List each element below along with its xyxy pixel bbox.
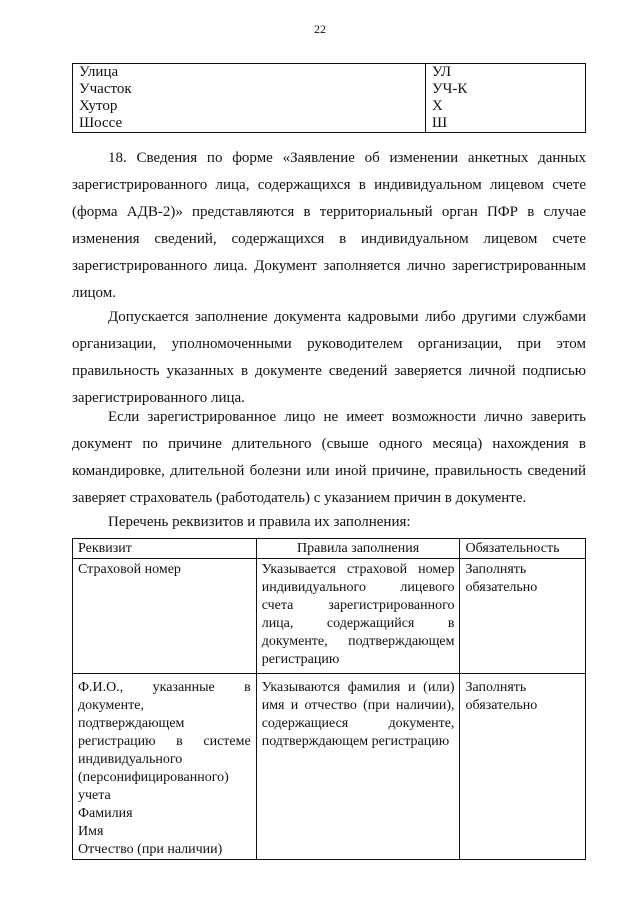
table-row [73, 81, 586, 98]
obligation-cell: Заполнять обязательно [460, 674, 586, 860]
requisite-name: Ф.И.О., указанные в документе, подтверждающем регистрацию в системе индивидуального (персонифицированного) учета [78, 680, 251, 803]
requisites-table [72, 538, 586, 860]
page-number: 22 [314, 22, 326, 36]
table-row [73, 674, 586, 860]
table-row [73, 115, 586, 133]
requisite-subfield: Имя [78, 824, 104, 839]
column-header-obligation: Обязательность [460, 539, 586, 559]
address-type-name: Хутор [73, 98, 426, 115]
address-type-abbr: УЧ-К [426, 81, 586, 98]
requisite-subfield: Фамилия [78, 806, 133, 821]
address-type-abbr: Х [426, 98, 586, 115]
address-type-abbr: Ш [426, 115, 586, 133]
table-row [73, 98, 586, 115]
address-type-name: Участок [73, 81, 426, 98]
address-type-abbr: УЛ [426, 64, 586, 82]
table-row [73, 559, 586, 674]
rule-cell: Указываются фамилия и (или) имя и отчество (при наличии), содержащиеся документе, подтверждающем регистрацию [256, 674, 460, 860]
table-header-row [73, 539, 586, 559]
paragraph-employer-certification: Если зарегистрированное лицо не имеет возможности лично заверить документ по причине длительного (свыше одного месяца) нахождения в командировке, длительной болезни или иной причине, правильность сведений заверяет страхователь (работодатель) с указанием причин в документе. [72, 409, 586, 506]
rule-cell: Указывается страховой номер индивидуального лицевого счета зарегистрированного лица, содержащийся в документе, подтверждающем регистрацию [256, 559, 460, 674]
paragraph-item-18: 18. Сведения по форме «Заявление об изменении анкетных данных зарегистрированного лица, содержащихся в индивидуальном лицевом счете (форма АДВ-2)» представляются в территориальный орган ПФР в случае изменения сведений, содержащихся в индивидуальном лицевом счете зарегистрированного лица. Документ заполняется лично зарегистрированным лицом. [72, 150, 586, 301]
address-type-name: Улица [73, 64, 426, 82]
address-type-name: Шоссе [73, 115, 426, 133]
requisite-cell [73, 559, 257, 674]
table-row [73, 64, 586, 82]
requisite-cell [73, 674, 257, 860]
obligation-cell: Заполнять обязательно [460, 559, 586, 674]
requisite-name: Страховой номер [78, 562, 181, 577]
paragraph-delegated-filling: Допускается заполнение документа кадровыми либо другими службами организации, уполномоченными руководителем организации, при этом правильность указанных в документе сведений заверяется личной подписью зарегистрированного лица. [72, 309, 586, 406]
paragraph-requisites-intro: Перечень реквизитов и правила их заполнения: [108, 514, 411, 530]
requisite-subfield: Отчество (при наличии) [78, 842, 223, 857]
column-header-requisite: Реквизит [73, 539, 257, 559]
column-header-rule: Правила заполнения [256, 539, 460, 559]
address-type-table [72, 63, 586, 133]
